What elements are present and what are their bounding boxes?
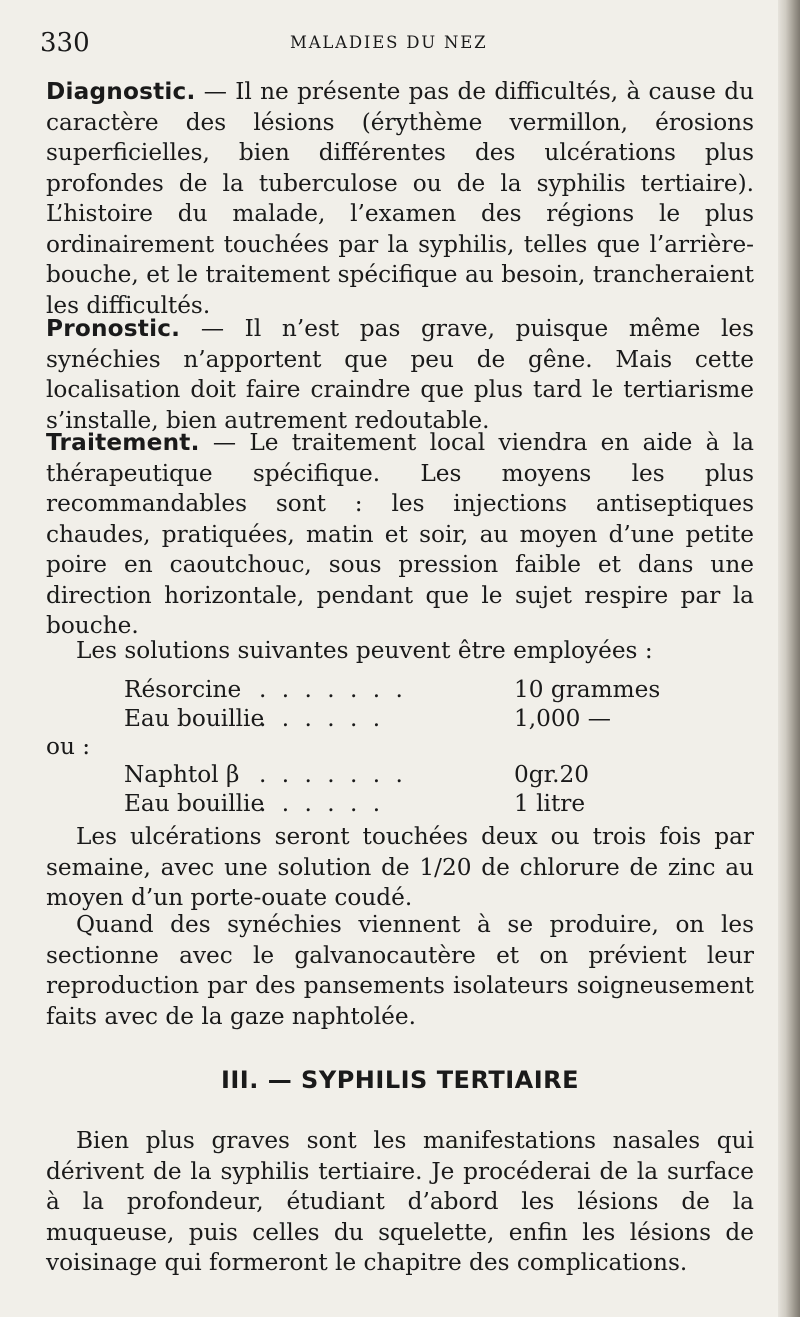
ingredient-name: Eau bouillie bbox=[124, 705, 265, 732]
leader-dots: . . . . . . . bbox=[259, 761, 407, 788]
pronostic-text: — Il n’est pas grave, puisque même les synéchies n’apportent que peu de gêne. Mais cette localisation doit faire craindre que plus tard le tertiarisme s’installe, bien autrement redoutable. bbox=[46, 315, 754, 434]
page-number: 330 bbox=[40, 28, 90, 58]
diagnostic-term: Diagnostic. bbox=[46, 78, 196, 105]
running-head: MALADIES DU NEZ bbox=[290, 33, 488, 52]
ingredient-quantity: 0gr.20 bbox=[514, 761, 590, 788]
section-heading: III. — SYPHILIS TERTIAIRE bbox=[220, 1066, 580, 1094]
ingredient-quantity: 10 grammes bbox=[514, 676, 661, 703]
leader-dots: . . . . . . bbox=[259, 790, 385, 817]
alternative-label: ou : bbox=[46, 733, 91, 760]
ingredient-name: Naphtol β bbox=[124, 761, 240, 788]
leader-dots: . . . . . . . bbox=[259, 676, 407, 703]
ingredient-quantity: 1,000 — bbox=[514, 705, 611, 732]
diagnostic-paragraph bbox=[46, 77, 754, 321]
page-edge-shadow bbox=[778, 0, 800, 1317]
synechies-paragraph: Quand des synéchies viennent à se produire, on les sectionne avec le galvanocautère et on prévient leur reproduction par des pansements isolateurs soigneusement faits avec de la gaze naphtolée. bbox=[46, 911, 754, 1030]
ingredient-name: Eau bouillie bbox=[124, 790, 265, 817]
ingredient-quantity: 1 litre bbox=[514, 790, 586, 817]
ingredient-name: Résorcine bbox=[124, 676, 242, 703]
tertiary-paragraph: Bien plus graves sont les manifestations nasales qui dérivent de la syphilis tertiaire. Je procéderai de la surface à la profondeur, étudiant d’abord les lésions de la muqueuse, puis celles du squelette, enfin les lésions de voisinage qui formeront le chapitre des complications. bbox=[46, 1127, 754, 1276]
traitement-text: — Le traitement local viendra en aide à la thérapeutique spécifique. Les moyens les plus recommandables sont : les injections antiseptiques chaudes, pratiquées, matin et soir, au moyen d’une petite poire en caoutchouc, sous pression faible et dans une direction horizontale, pendant que le sujet respire par la bouche. bbox=[46, 429, 754, 639]
leader-dots: . . . . . . bbox=[259, 705, 385, 732]
solutions-intro: Les solutions suivantes peuvent être employées : bbox=[76, 637, 653, 664]
diagnostic-text: — Il ne présente pas de difficultés, à cause du caractère des lésions (érythème vermillon, érosions superficielles, bien différentes des ulcérations plus profondes de la tuberculose ou de la syphilis tertiaire). L’histoire du malade, l’examen des régions le plus ordinairement touchées par la syphilis, telles que l’arrière-bouche, et le traitement spécifique au besoin, trancheraient les difficultés. bbox=[46, 78, 754, 319]
ulcerations-paragraph: Les ulcérations seront touchées deux ou trois fois par semaine, avec une solution de 1/20 de chlorure de zinc au moyen d’un porte-ouate coudé. bbox=[46, 823, 754, 911]
pronostic-paragraph bbox=[46, 314, 754, 436]
pronostic-term: Pronostic. bbox=[46, 315, 181, 342]
traitement-term: Traitement. bbox=[46, 429, 200, 456]
traitement-paragraph bbox=[46, 428, 754, 642]
